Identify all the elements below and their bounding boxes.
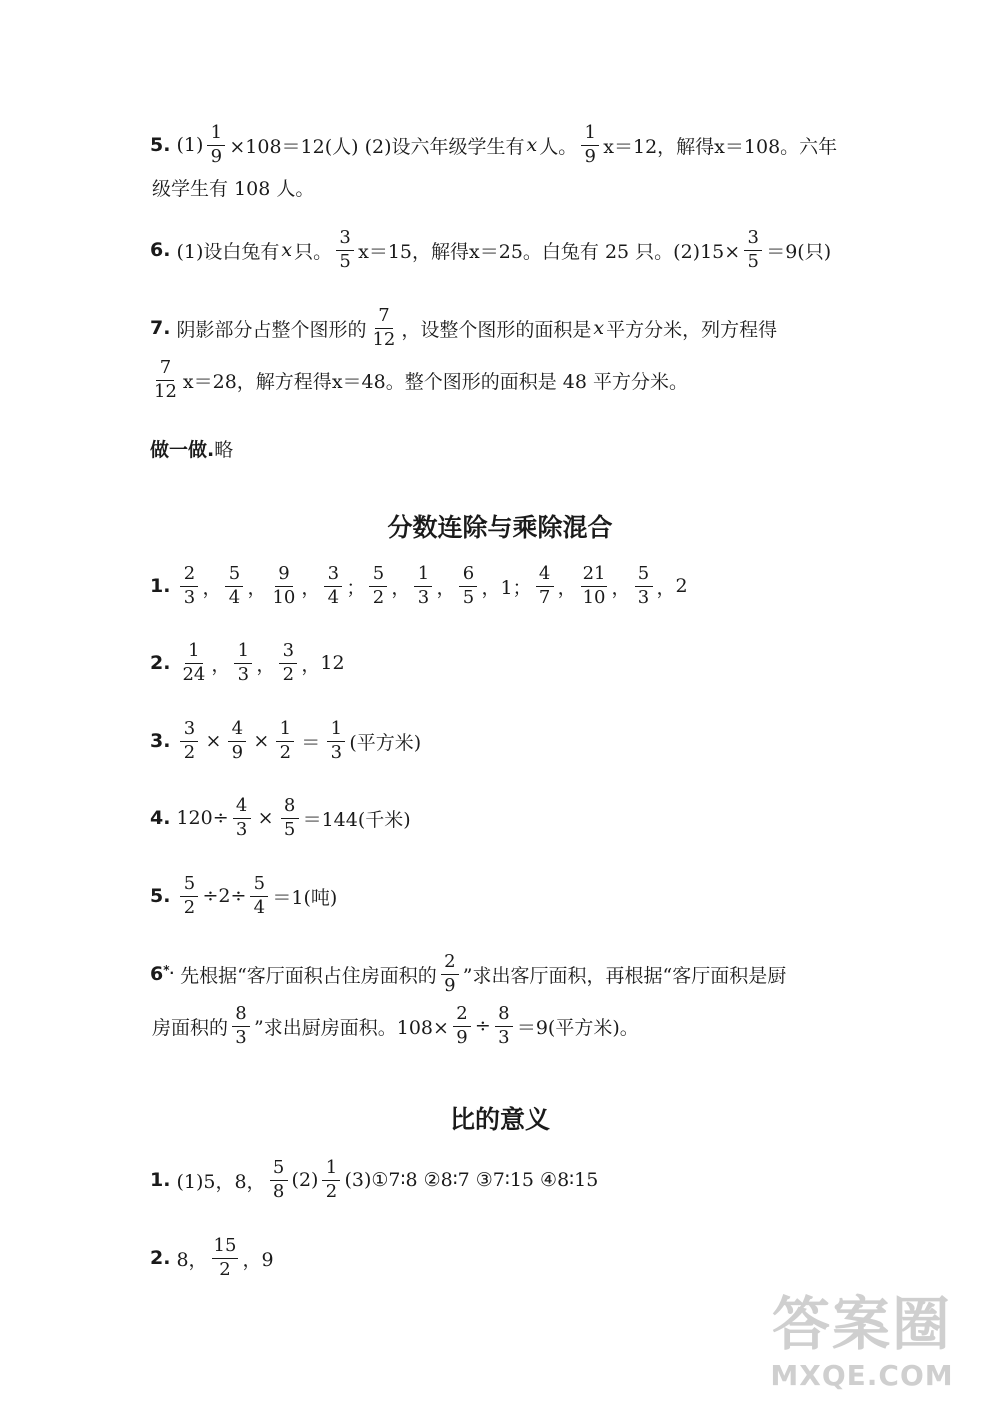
text: 只。 (294, 240, 333, 263)
text: x＝28，解方程得 (182, 370, 332, 393)
section2-question-2 (150, 1228, 274, 1288)
text: 8， (176, 1248, 208, 1271)
zuoyizuo (150, 418, 233, 478)
question-number: 1. (150, 1169, 171, 1191)
text: 12 (320, 652, 345, 674)
question-number: 1. (150, 575, 171, 597)
fraction: $\frac{5}{3}$ (635, 565, 653, 608)
text: ÷ (474, 1015, 491, 1037)
zuoyizuo-text: 略 (214, 438, 234, 461)
text: ＝144(千米) (302, 808, 411, 831)
question-number: 2. (150, 652, 171, 674)
variable: x (281, 239, 293, 261)
fraction: $\frac{3}{5}$ (744, 229, 762, 272)
text: ×108＝12(人) (2)设六年级学生有 (229, 135, 525, 158)
fraction: $\frac{8}{5}$ (281, 797, 299, 840)
question-number: 3. (150, 730, 171, 752)
text: 2 (675, 575, 688, 597)
section1-question-2: 2. $\frac{1}{24}$ ， $\frac{1}{3}$ ， $\frac{3}{2}$ ， 12 (150, 639, 345, 685)
fraction: $\frac{2}{9}$ (441, 953, 459, 996)
fraction: $\frac{21}{10}$ (582, 562, 606, 608)
text: x＝108。六年 (714, 135, 838, 158)
section1-question-4: 4. 120÷ $\frac{4}{3}$ × $\frac{8}{5}$ ＝144(千米) (150, 794, 411, 840)
watermark-text: 答案圈 (771, 1290, 952, 1358)
fraction: $\frac{1}{3}$ (414, 565, 432, 608)
text: ，设整个图形的面积是 (401, 318, 592, 341)
fraction: $\frac{1}{24}$ (182, 639, 206, 685)
text: x＝25。白兔有 25 只。(2)15× (469, 240, 741, 263)
text: 120÷ (176, 807, 229, 829)
fraction: $\frac{3}{2}$ (279, 642, 297, 685)
question-number: 7. (150, 317, 171, 339)
text: 级学生有 108 人。 (152, 177, 315, 200)
question-7 (150, 298, 777, 358)
section1-question-5 (150, 866, 337, 926)
text: x＝48。整个图形的面积是 48 平方分米。 (331, 370, 688, 393)
question-number: 4. (150, 807, 171, 829)
section1-question-6 (150, 944, 786, 1004)
text: 平方分米，列方程得 (606, 318, 778, 341)
fraction: $\frac{4}{9}$ (228, 720, 246, 763)
text: 房面积的 (152, 1016, 229, 1039)
text: ”求出客厅面积，再根据“客厅面积是厨 (462, 964, 787, 987)
text: ，9 (242, 1248, 274, 1271)
fraction: $\frac{8}{3}$ (232, 1005, 250, 1048)
text: (2) (291, 1169, 319, 1191)
fraction: $\frac{1}{2}$ (276, 720, 294, 763)
fraction: $\frac{1}{3}$ (327, 720, 345, 763)
section2-question-1 (150, 1150, 598, 1210)
question-6 (150, 220, 831, 280)
section1-question-3: 3. $\frac{3}{2}$ × $\frac{4}{9}$ × $\frac{1}{2}$ ＝ $\frac{1}{3}$ (平方米) (150, 717, 422, 763)
fraction: $\frac{9}{10}$ (272, 562, 296, 608)
section1-question-1: 1. $\frac{2}{3}$ ， $\frac{5}{4}$ ， $\frac{9}{10}$ ， $\frac{3}{4}$ ； $\frac{5}{2}$ ， $\frac{1}{3}$ ， $\frac{6}{5}$ ， 1； $\frac{4}{7}$ ， $\frac{21}{10}$ ， $\frac{5}{3}$ ， 2 (150, 562, 688, 608)
fraction: $\frac{5}{2}$ (180, 875, 198, 918)
text: (1)5，8， (176, 1170, 266, 1193)
fraction: $\frac{7}{12}$ (154, 356, 177, 402)
variable: x (593, 317, 605, 339)
watermark-url: MXQE.COM (770, 1359, 954, 1392)
question-number: 2. (150, 1247, 171, 1269)
text: (1) (176, 134, 204, 156)
section-title: 分数连除与乘除混合 (387, 513, 613, 542)
fraction: $\frac{3}{4}$ (324, 565, 342, 608)
text: ＝1(吨) (272, 886, 338, 909)
question-number: 6*. (150, 963, 175, 985)
question-7-continued (152, 350, 688, 410)
fraction: $\frac{2}{9}$ (453, 1005, 471, 1048)
text: ＝9(只) (766, 240, 832, 263)
fraction: $\frac{15}{2}$ (213, 1234, 237, 1280)
fraction: $\frac{5}{4}$ (225, 565, 243, 608)
fraction: $\frac{3}{2}$ (180, 720, 198, 763)
text: x＝12，解得 (603, 135, 715, 158)
zuoyizuo-label: 做一做. (150, 438, 215, 461)
fraction: $\frac{8}{3}$ (495, 1005, 513, 1048)
text: ÷2÷ (202, 885, 247, 907)
text: ”求出厨房面积。108× (254, 1016, 449, 1039)
fraction: $\frac{7}{12}$ (372, 304, 396, 350)
text: (1)设白兔有 (176, 240, 280, 263)
question-number: 5. (150, 134, 171, 156)
unit: (平方米) (349, 731, 422, 754)
fraction: $\frac{5}{2}$ (369, 565, 387, 608)
text: ＝9(平方米)。 (516, 1016, 639, 1039)
fraction: $\frac{1}{9}$ (207, 124, 225, 167)
text: 先根据“客厅面积占住房面积的 (180, 964, 437, 987)
watermark-logo (742, 1289, 982, 1407)
fraction: $\frac{1}{3}$ (234, 642, 252, 685)
fraction: $\frac{5}{8}$ (270, 1159, 288, 1202)
fraction: $\frac{3}{5}$ (336, 229, 354, 272)
separator: ； (346, 576, 366, 599)
fraction: $\frac{4}{7}$ (536, 565, 554, 608)
variable: x (526, 134, 538, 156)
text: 人。 (539, 135, 578, 158)
question-number: 6. (150, 239, 171, 261)
fraction: $\frac{1}{2}$ (322, 1159, 340, 1202)
question-number: 5. (150, 885, 171, 907)
text: (3)①7∶8 ②8∶7 ③7∶15 ④8∶15 (344, 1169, 599, 1191)
fraction: $\frac{6}{5}$ (459, 565, 477, 608)
text: 阴影部分占整个图形的 (176, 318, 367, 341)
text: 1； (500, 576, 532, 599)
text: x＝15，解得 (358, 240, 470, 263)
fraction: $\frac{5}{4}$ (250, 875, 268, 918)
fraction: $\frac{2}{3}$ (180, 565, 198, 608)
section-title: 比的意义 (449, 1105, 550, 1134)
fraction: $\frac{4}{3}$ (233, 797, 251, 840)
fraction: $\frac{1}{9}$ (581, 124, 599, 167)
section1-question-6-continued (152, 996, 639, 1056)
question-5-continued (152, 157, 314, 217)
